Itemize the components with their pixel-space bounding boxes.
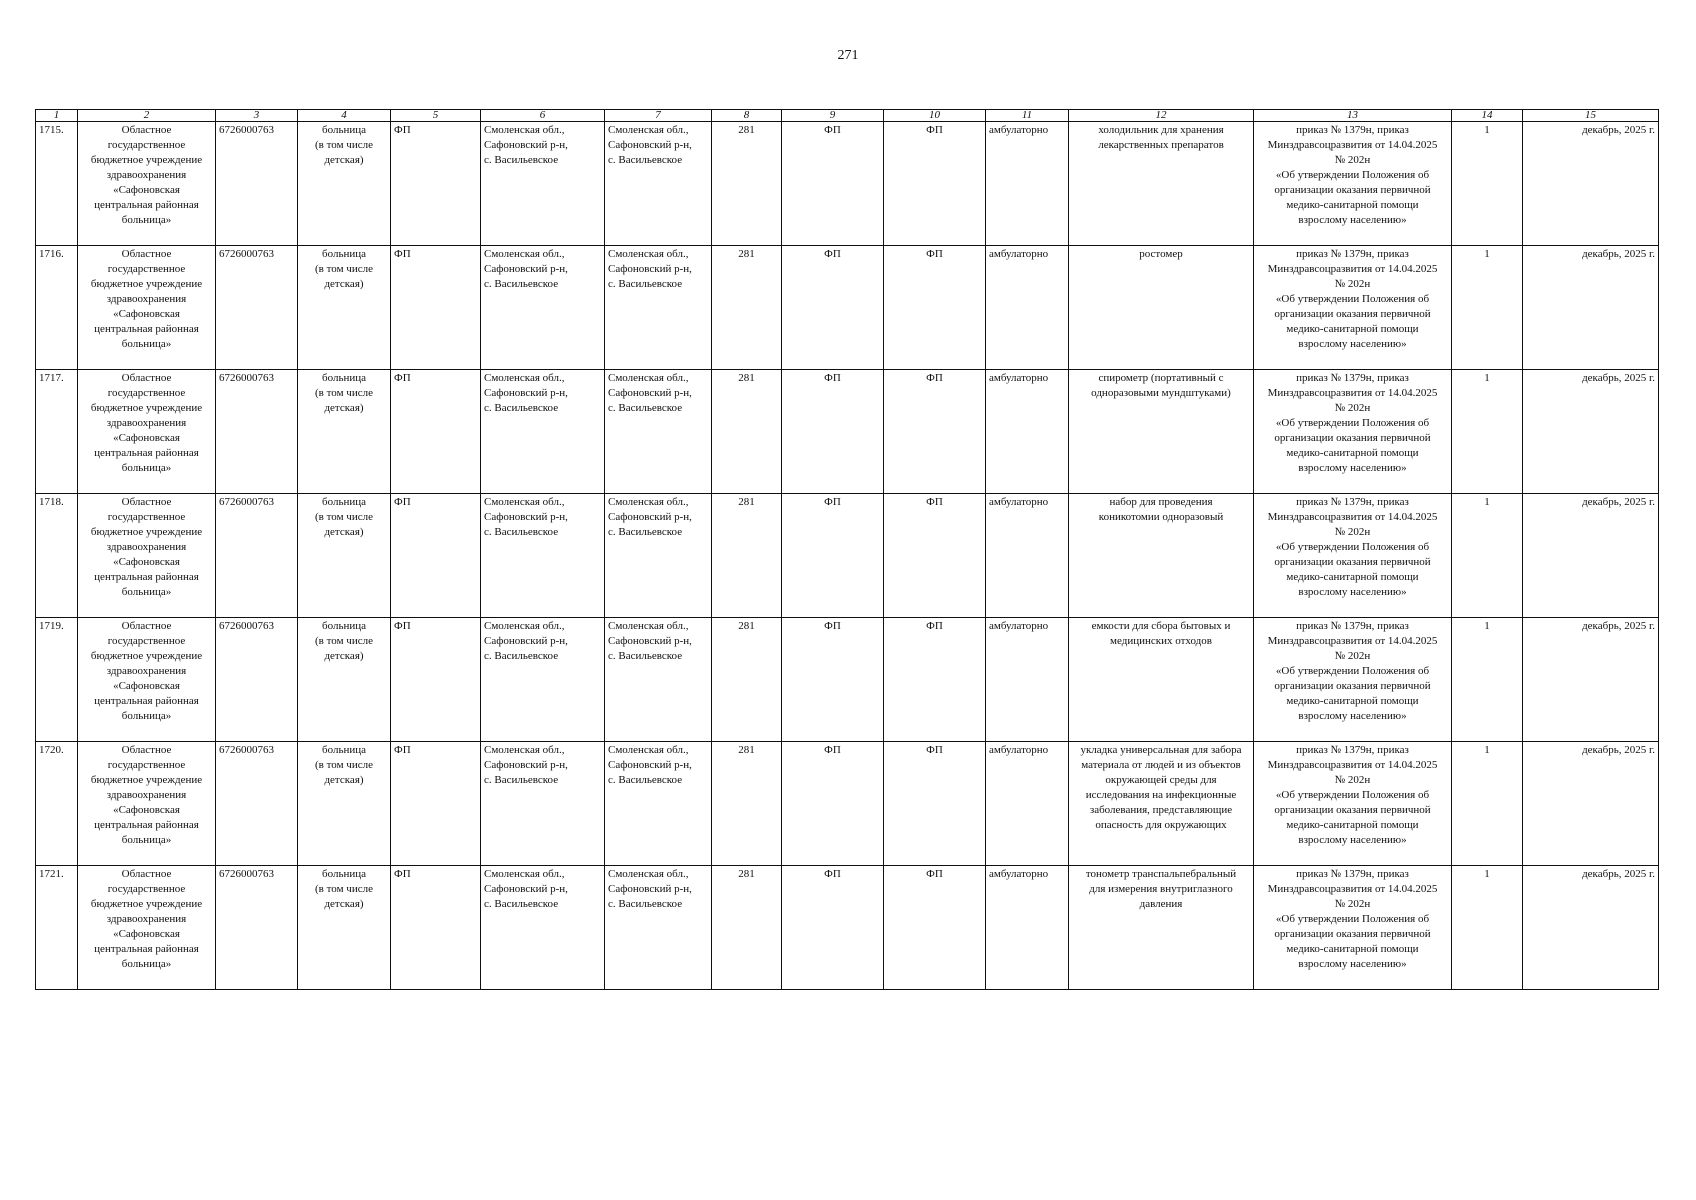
table-row xyxy=(36,742,1659,866)
code-value: 281 xyxy=(712,370,782,494)
code-value: 281 xyxy=(712,494,782,618)
column-header: 15 xyxy=(1523,110,1659,122)
care-condition: амбулаторно xyxy=(986,370,1069,494)
delivery-date: декабрь, 2025 г. xyxy=(1523,122,1659,246)
registry-table xyxy=(35,109,1659,990)
code-value: 281 xyxy=(712,618,782,742)
unit-code: ФП xyxy=(391,122,481,246)
delivery-date: декабрь, 2025 г. xyxy=(1523,370,1659,494)
unit-code: ФП xyxy=(391,618,481,742)
delivery-date: декабрь, 2025 г. xyxy=(1523,618,1659,742)
care-condition: амбулаторно xyxy=(986,246,1069,370)
table-row xyxy=(36,494,1659,618)
facility-type: больница (в том числе детская) xyxy=(298,494,391,618)
column-header: 3 xyxy=(216,110,298,122)
row-number: 1716. xyxy=(36,246,78,370)
facility-type: больница (в том числе детская) xyxy=(298,370,391,494)
order-reference: приказ № 1379н, приказ Минздравсоцразвития от 14.04.2025 № 202н «Об утверждении Положения об организации оказания первичной медико-санитарной помощи взрослому населению» xyxy=(1254,494,1452,618)
quantity: 1 xyxy=(1452,742,1523,866)
table-row xyxy=(36,246,1659,370)
facility-type: больница (в том числе детская) xyxy=(298,122,391,246)
inn: 6726000763 xyxy=(216,866,298,990)
address-legal: Смоленская обл., Сафоновский р-н, с. Васильевское xyxy=(481,866,605,990)
row-number: 1719. xyxy=(36,618,78,742)
column-header: 10 xyxy=(884,110,986,122)
address-legal: Смоленская обл., Сафоновский р-н, с. Васильевское xyxy=(481,370,605,494)
row-number: 1718. xyxy=(36,494,78,618)
order-reference: приказ № 1379н, приказ Минздравсоцразвития от 14.04.2025 № 202н «Об утверждении Положения об организации оказания первичной медико-санитарной помощи взрослому населению» xyxy=(1254,122,1452,246)
equipment-name: ростомер xyxy=(1069,246,1254,370)
care-condition: амбулаторно xyxy=(986,122,1069,246)
equipment-name: тонометр транспальпебральный для измерения внутриглазного давления xyxy=(1069,866,1254,990)
code-value: 281 xyxy=(712,742,782,866)
organization-name: Областное государственное бюджетное учреждение здравоохранения «Сафоновская центральная районная больница» xyxy=(78,122,216,246)
table-row xyxy=(36,370,1659,494)
row-number: 1720. xyxy=(36,742,78,866)
row-number: 1715. xyxy=(36,122,78,246)
table-row xyxy=(36,866,1659,990)
unit-code: ФП xyxy=(782,618,884,742)
column-header: 12 xyxy=(1069,110,1254,122)
address-actual: Смоленская обл., Сафоновский р-н, с. Васильевское xyxy=(605,618,712,742)
inn: 6726000763 xyxy=(216,494,298,618)
address-legal: Смоленская обл., Сафоновский р-н, с. Васильевское xyxy=(481,246,605,370)
equipment-name: укладка универсальная для забора материала от людей и из объектов окружающей среды для исследования на инфекционные заболевания, представляющие опасность для окружающих xyxy=(1069,742,1254,866)
column-header: 14 xyxy=(1452,110,1523,122)
equipment-name: спирометр (портативный с одноразовыми мундштуками) xyxy=(1069,370,1254,494)
unit-code: ФП xyxy=(884,370,986,494)
address-actual: Смоленская обл., Сафоновский р-н, с. Васильевское xyxy=(605,494,712,618)
table-row xyxy=(36,122,1659,246)
address-actual: Смоленская обл., Сафоновский р-н, с. Васильевское xyxy=(605,370,712,494)
row-number: 1717. xyxy=(36,370,78,494)
quantity: 1 xyxy=(1452,370,1523,494)
unit-code: ФП xyxy=(391,370,481,494)
order-reference: приказ № 1379н, приказ Минздравсоцразвития от 14.04.2025 № 202н «Об утверждении Положения об организации оказания первичной медико-санитарной помощи взрослому населению» xyxy=(1254,866,1452,990)
equipment-name: холодильник для хранения лекарственных препаратов xyxy=(1069,122,1254,246)
facility-type: больница (в том числе детская) xyxy=(298,618,391,742)
unit-code: ФП xyxy=(884,246,986,370)
unit-code: ФП xyxy=(782,122,884,246)
organization-name: Областное государственное бюджетное учреждение здравоохранения «Сафоновская центральная районная больница» xyxy=(78,866,216,990)
address-actual: Смоленская обл., Сафоновский р-н, с. Васильевское xyxy=(605,122,712,246)
order-reference: приказ № 1379н, приказ Минздравсоцразвития от 14.04.2025 № 202н «Об утверждении Положения об организации оказания первичной медико-санитарной помощи взрослому населению» xyxy=(1254,246,1452,370)
column-number-row xyxy=(36,110,1659,122)
quantity: 1 xyxy=(1452,866,1523,990)
unit-code: ФП xyxy=(884,742,986,866)
organization-name: Областное государственное бюджетное учреждение здравоохранения «Сафоновская центральная районная больница» xyxy=(78,494,216,618)
unit-code: ФП xyxy=(782,742,884,866)
column-header: 2 xyxy=(78,110,216,122)
organization-name: Областное государственное бюджетное учреждение здравоохранения «Сафоновская центральная районная больница» xyxy=(78,370,216,494)
quantity: 1 xyxy=(1452,122,1523,246)
unit-code: ФП xyxy=(391,246,481,370)
care-condition: амбулаторно xyxy=(986,866,1069,990)
unit-code: ФП xyxy=(391,742,481,866)
delivery-date: декабрь, 2025 г. xyxy=(1523,742,1659,866)
column-header: 1 xyxy=(36,110,78,122)
inn: 6726000763 xyxy=(216,122,298,246)
facility-type: больница (в том числе детская) xyxy=(298,742,391,866)
unit-code: ФП xyxy=(782,866,884,990)
facility-type: больница (в том числе детская) xyxy=(298,866,391,990)
inn: 6726000763 xyxy=(216,370,298,494)
care-condition: амбулаторно xyxy=(986,742,1069,866)
inn: 6726000763 xyxy=(216,742,298,866)
address-legal: Смоленская обл., Сафоновский р-н, с. Васильевское xyxy=(481,494,605,618)
column-header: 6 xyxy=(481,110,605,122)
column-header: 9 xyxy=(782,110,884,122)
unit-code: ФП xyxy=(884,122,986,246)
address-actual: Смоленская обл., Сафоновский р-н, с. Васильевское xyxy=(605,246,712,370)
inn: 6726000763 xyxy=(216,246,298,370)
unit-code: ФП xyxy=(391,494,481,618)
column-header: 7 xyxy=(605,110,712,122)
care-condition: амбулаторно xyxy=(986,494,1069,618)
order-reference: приказ № 1379н, приказ Минздравсоцразвития от 14.04.2025 № 202н «Об утверждении Положения об организации оказания первичной медико-санитарной помощи взрослому населению» xyxy=(1254,618,1452,742)
address-actual: Смоленская обл., Сафоновский р-н, с. Васильевское xyxy=(605,866,712,990)
organization-name: Областное государственное бюджетное учреждение здравоохранения «Сафоновская центральная районная больница» xyxy=(78,246,216,370)
unit-code: ФП xyxy=(782,246,884,370)
order-reference: приказ № 1379н, приказ Минздравсоцразвития от 14.04.2025 № 202н «Об утверждении Положения об организации оказания первичной медико-санитарной помощи взрослому населению» xyxy=(1254,370,1452,494)
column-header: 8 xyxy=(712,110,782,122)
table-row xyxy=(36,618,1659,742)
column-header: 4 xyxy=(298,110,391,122)
unit-code: ФП xyxy=(884,494,986,618)
inn: 6726000763 xyxy=(216,618,298,742)
column-header: 11 xyxy=(986,110,1069,122)
address-legal: Смоленская обл., Сафоновский р-н, с. Васильевское xyxy=(481,122,605,246)
unit-code: ФП xyxy=(782,494,884,618)
row-number: 1721. xyxy=(36,866,78,990)
address-legal: Смоленская обл., Сафоновский р-н, с. Васильевское xyxy=(481,618,605,742)
organization-name: Областное государственное бюджетное учреждение здравоохранения «Сафоновская центральная районная больница» xyxy=(78,742,216,866)
code-value: 281 xyxy=(712,246,782,370)
page-number: 271 xyxy=(837,48,859,63)
organization-name: Областное государственное бюджетное учреждение здравоохранения «Сафоновская центральная районная больница» xyxy=(78,618,216,742)
delivery-date: декабрь, 2025 г. xyxy=(1523,246,1659,370)
quantity: 1 xyxy=(1452,494,1523,618)
quantity: 1 xyxy=(1452,246,1523,370)
equipment-name: набор для проведения коникотомии одноразовый xyxy=(1069,494,1254,618)
unit-code: ФП xyxy=(391,866,481,990)
facility-type: больница (в том числе детская) xyxy=(298,246,391,370)
care-condition: амбулаторно xyxy=(986,618,1069,742)
delivery-date: декабрь, 2025 г. xyxy=(1523,866,1659,990)
unit-code: ФП xyxy=(782,370,884,494)
quantity: 1 xyxy=(1452,618,1523,742)
address-legal: Смоленская обл., Сафоновский р-н, с. Васильевское xyxy=(481,742,605,866)
address-actual: Смоленская обл., Сафоновский р-н, с. Васильевское xyxy=(605,742,712,866)
unit-code: ФП xyxy=(884,866,986,990)
column-header: 5 xyxy=(391,110,481,122)
order-reference: приказ № 1379н, приказ Минздравсоцразвития от 14.04.2025 № 202н «Об утверждении Положения об организации оказания первичной медико-санитарной помощи взрослому населению» xyxy=(1254,742,1452,866)
column-header: 13 xyxy=(1254,110,1452,122)
delivery-date: декабрь, 2025 г. xyxy=(1523,494,1659,618)
unit-code: ФП xyxy=(884,618,986,742)
code-value: 281 xyxy=(712,866,782,990)
equipment-name: емкости для сбора бытовых и медицинских отходов xyxy=(1069,618,1254,742)
code-value: 281 xyxy=(712,122,782,246)
